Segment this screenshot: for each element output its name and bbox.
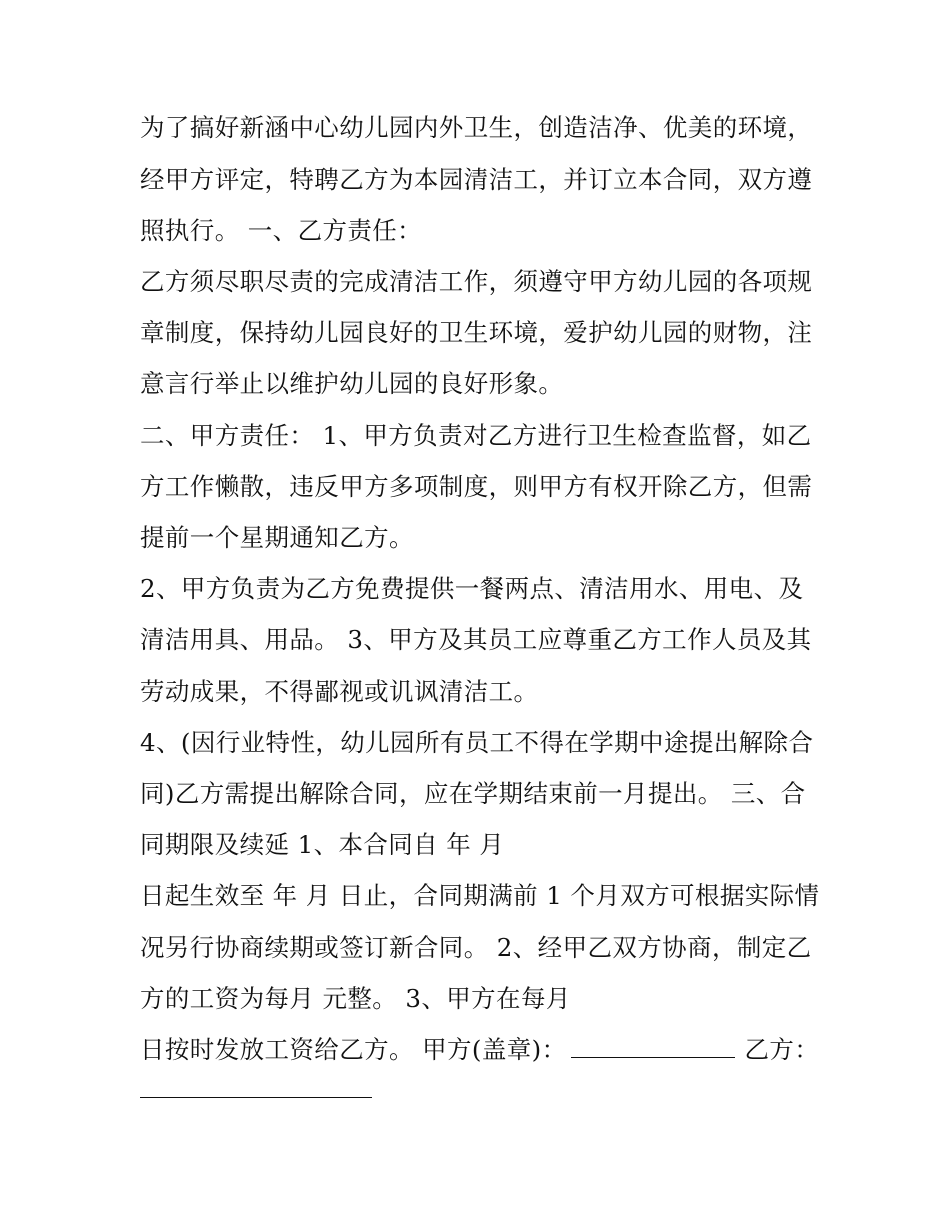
paragraph-line: 经甲方评定，特聘乙方为本园清洁工，并订立本合同，双方遵	[140, 165, 813, 194]
paragraph-line: 章制度，保持幼儿园良好的卫生环境，爱护幼儿园的财物，注	[140, 318, 813, 347]
party-a-signature-blank	[571, 1035, 735, 1058]
paragraph-line: 同)乙方需提出解除合同，应在学期结束前一月提出。 三、合	[140, 779, 806, 808]
party-b-signature-blank	[140, 1097, 372, 1098]
paragraph-line: 方的工资为每月 元整。 3、甲方在每月	[140, 984, 571, 1013]
paragraph-line: 同期限及续延 1、本合同自 年 月	[140, 830, 505, 859]
paragraph-line: 方工作懒散，违反甲方多项制度，则甲方有权开除乙方，但需	[140, 472, 813, 501]
paragraph-line: 清洁用具、用品。 3、甲方及其员工应尊重乙方工作人员及其	[140, 625, 812, 654]
paragraph-line: 2、甲方负责为乙方免费提供一餐两点、清洁用水、用电、及	[140, 574, 804, 603]
party-b-label: 乙方：	[744, 1035, 820, 1064]
paragraph-line: 提前一个星期通知乙方。	[140, 523, 414, 552]
paragraph-line: 意言行举止以维护幼儿园的良好形象。	[140, 369, 564, 398]
paragraph-line: 况另行协商续期或签订新合同。 2、经甲乙双方协商，制定乙	[140, 933, 812, 962]
payment-and-party-a-label: 日按时发放工资给乙方。 甲方(盖章)：	[140, 1035, 567, 1064]
paragraph-line: 照执行。 一、乙方责任：	[140, 216, 423, 245]
paragraph-line: 乙方须尽职尽责的完成清洁工作，须遵守甲方幼儿园的各项规	[140, 267, 813, 296]
paragraph-line: 二、甲方责任： 1、甲方负责对乙方进行卫生检查监督，如乙	[140, 421, 812, 450]
paragraph-line: 劳动成果，不得鄙视或讥讽清洁工。	[140, 677, 539, 706]
signature-line	[140, 1034, 819, 1066]
paragraph-line: 为了搞好新涵中心幼儿园内外卫生，创造洁净、优美的环境，	[140, 113, 813, 142]
paragraph-line: 日起生效至 年 月 日止，合同期满前 1 个月双方可根据实际情	[140, 881, 820, 910]
paragraph-line: 4、(因行业特性，幼儿园所有员工不得在学期中途提出解除合	[140, 728, 814, 757]
